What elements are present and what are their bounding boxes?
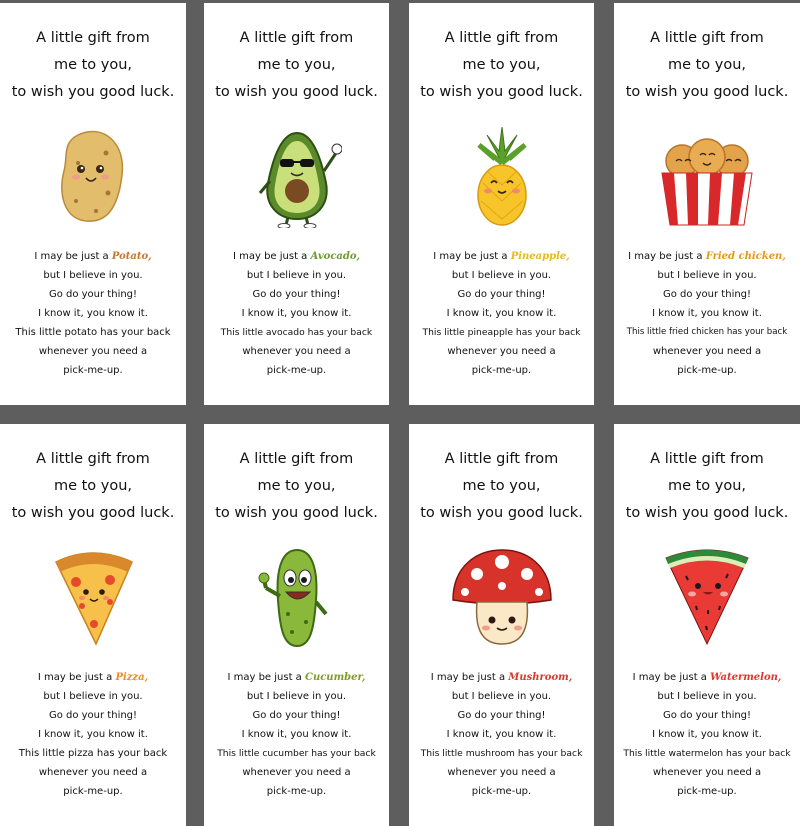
gift-card-fried-chicken — [614, 3, 800, 405]
message-prefix: I may be just a — [433, 251, 508, 262]
pineapple-icon — [457, 123, 547, 228]
food-name-lower: fried chicken — [668, 327, 725, 337]
message-line-5-prefix: This little — [18, 748, 65, 759]
card-message — [204, 668, 389, 801]
message-line-2: but I believe in you. — [657, 270, 757, 281]
heading-line-1: A little gift from — [444, 30, 559, 46]
food-name: Mushroom, — [508, 672, 573, 683]
message-line-5-prefix: This little — [626, 327, 667, 337]
message-line-5-suffix: has your back — [517, 748, 583, 759]
message-line-7: pick-me-up. — [677, 786, 737, 797]
message-line-5-prefix: This little — [15, 327, 62, 338]
heading-line-3: to wish you good luck. — [11, 505, 175, 521]
cucumber-icon — [252, 544, 342, 649]
heading-line-1: A little gift from — [239, 451, 354, 467]
message-prefix: I may be just a — [632, 672, 707, 683]
message-line-4: I know it, you know it. — [652, 729, 762, 740]
message-line-5-prefix: This little — [422, 327, 465, 338]
fried-chicken-icon — [652, 123, 762, 228]
message-line-4: I know it, you know it. — [38, 729, 148, 740]
gift-card-watermelon — [614, 424, 800, 826]
message-line-3: Go do your thing! — [48, 289, 138, 300]
food-name-lower: avocado — [265, 327, 305, 338]
message-line-5-suffix: has your back — [726, 327, 788, 337]
heading-line-2: me to you, — [53, 478, 133, 494]
message-line-5-suffix: has your back — [96, 748, 168, 759]
message-prefix: I may be just a — [227, 672, 302, 683]
gift-card-avocado — [204, 3, 389, 405]
card-heading — [409, 25, 594, 106]
card-message — [409, 668, 594, 801]
food-name-lower: watermelon — [668, 748, 724, 759]
heading-line-1: A little gift from — [36, 451, 150, 467]
watermelon-icon — [662, 544, 752, 649]
gift-card-pineapple — [409, 3, 594, 405]
message-line-6: whenever you need a — [652, 767, 762, 778]
heading-line-2: me to you, — [257, 57, 336, 73]
message-prefix: I may be just a — [37, 672, 113, 683]
message-line-7: pick-me-up. — [471, 786, 532, 797]
food-name: Potato, — [111, 251, 152, 262]
message-line-5-suffix: has your back — [307, 327, 373, 338]
message-line-3: Go do your thing! — [252, 710, 341, 721]
card-heading — [204, 446, 389, 527]
heading-line-3: to wish you good luck. — [420, 505, 583, 521]
message-line-6: whenever you need a — [652, 346, 762, 357]
card-heading — [204, 25, 389, 106]
gift-card-potato — [0, 3, 186, 405]
potato-icon — [48, 123, 138, 228]
food-name-lower: mushroom — [465, 748, 515, 759]
message-line-2: but I believe in you. — [451, 691, 552, 702]
gift-card-mushroom — [409, 424, 594, 826]
message-line-3: Go do your thing! — [662, 289, 752, 300]
food-name: Pizza, — [115, 672, 149, 683]
food-name: Watermelon, — [710, 672, 782, 683]
card-heading — [0, 446, 186, 527]
food-name-lower: pizza — [67, 748, 94, 759]
message-line-6: whenever you need a — [242, 346, 351, 357]
food-name: Avocado, — [310, 251, 361, 262]
heading-line-3: to wish you good luck. — [215, 505, 378, 521]
heading-line-2: me to you, — [667, 478, 747, 494]
heading-line-1: A little gift from — [650, 30, 764, 46]
pizza-icon — [48, 544, 138, 649]
heading-line-2: me to you, — [257, 478, 336, 494]
message-line-5-prefix: This little — [420, 748, 463, 759]
heading-line-2: me to you, — [667, 57, 747, 73]
card-message — [0, 668, 186, 801]
message-line-3: Go do your thing! — [662, 710, 752, 721]
message-line-6: whenever you need a — [447, 346, 556, 357]
message-line-3: Go do your thing! — [252, 289, 341, 300]
message-line-2: but I believe in you. — [657, 691, 757, 702]
message-line-7: pick-me-up. — [266, 365, 327, 376]
gift-card-cucumber — [204, 424, 389, 826]
message-line-2: but I believe in you. — [451, 270, 552, 281]
message-line-3: Go do your thing! — [457, 710, 546, 721]
card-message — [0, 247, 186, 380]
message-prefix: I may be just a — [430, 672, 506, 683]
message-line-6: whenever you need a — [38, 346, 148, 357]
gift-card-pizza — [0, 424, 186, 826]
message-line-3: Go do your thing! — [457, 289, 546, 300]
message-line-2: but I believe in you. — [246, 691, 347, 702]
heading-line-1: A little gift from — [444, 451, 559, 467]
message-line-4: I know it, you know it. — [446, 308, 557, 319]
message-line-2: but I believe in you. — [43, 691, 143, 702]
food-name: Cucumber, — [304, 672, 366, 683]
card-message — [409, 247, 594, 380]
message-line-6: whenever you need a — [447, 767, 556, 778]
food-name-lower: cucumber — [262, 748, 309, 759]
card-heading — [409, 446, 594, 527]
message-line-7: pick-me-up. — [266, 786, 327, 797]
message-line-3: Go do your thing! — [48, 710, 138, 721]
heading-line-3: to wish you good luck. — [11, 84, 175, 100]
heading-line-1: A little gift from — [239, 30, 354, 46]
message-line-7: pick-me-up. — [63, 786, 123, 797]
card-heading — [614, 25, 800, 106]
heading-line-2: me to you, — [462, 478, 541, 494]
message-prefix: I may be just a — [34, 251, 109, 262]
avocado-icon — [252, 123, 342, 228]
card-message — [614, 247, 800, 380]
message-line-4: I know it, you know it. — [38, 308, 148, 319]
message-line-7: pick-me-up. — [677, 365, 737, 376]
message-line-5-suffix: has your back — [726, 748, 791, 759]
heading-line-3: to wish you good luck. — [625, 505, 789, 521]
message-line-5-prefix: This little — [220, 327, 263, 338]
message-line-7: pick-me-up. — [63, 365, 123, 376]
message-prefix: I may be just a — [232, 251, 308, 262]
message-line-5-suffix: has your back — [515, 327, 581, 338]
message-line-7: pick-me-up. — [471, 365, 532, 376]
mushroom-icon — [447, 544, 557, 649]
food-name: Pineapple, — [510, 251, 570, 262]
message-prefix: I may be just a — [628, 251, 703, 262]
message-line-4: I know it, you know it. — [241, 729, 352, 740]
message-line-6: whenever you need a — [38, 767, 148, 778]
message-line-4: I know it, you know it. — [652, 308, 762, 319]
heading-line-1: A little gift from — [36, 30, 150, 46]
heading-line-3: to wish you good luck. — [215, 84, 378, 100]
card-heading — [614, 446, 800, 527]
card-heading — [0, 25, 186, 106]
message-line-6: whenever you need a — [242, 767, 351, 778]
message-line-5-suffix: has your back — [311, 748, 376, 759]
heading-line-1: A little gift from — [650, 451, 764, 467]
message-line-5-suffix: has your back — [100, 327, 171, 338]
heading-line-2: me to you, — [53, 57, 133, 73]
food-name-lower: potato — [64, 327, 98, 338]
card-message — [204, 247, 389, 380]
message-line-5-prefix: This little — [623, 748, 666, 759]
heading-line-3: to wish you good luck. — [420, 84, 583, 100]
message-line-5-prefix: This little — [217, 748, 260, 759]
heading-line-2: me to you, — [462, 57, 541, 73]
food-name: Fried chicken, — [705, 251, 786, 262]
heading-line-3: to wish you good luck. — [625, 84, 789, 100]
message-line-2: but I believe in you. — [246, 270, 347, 281]
message-line-2: but I believe in you. — [43, 270, 143, 281]
message-line-4: I know it, you know it. — [446, 729, 557, 740]
food-name-lower: pineapple — [467, 327, 513, 338]
message-line-4: I know it, you know it. — [241, 308, 352, 319]
card-message — [614, 668, 800, 801]
